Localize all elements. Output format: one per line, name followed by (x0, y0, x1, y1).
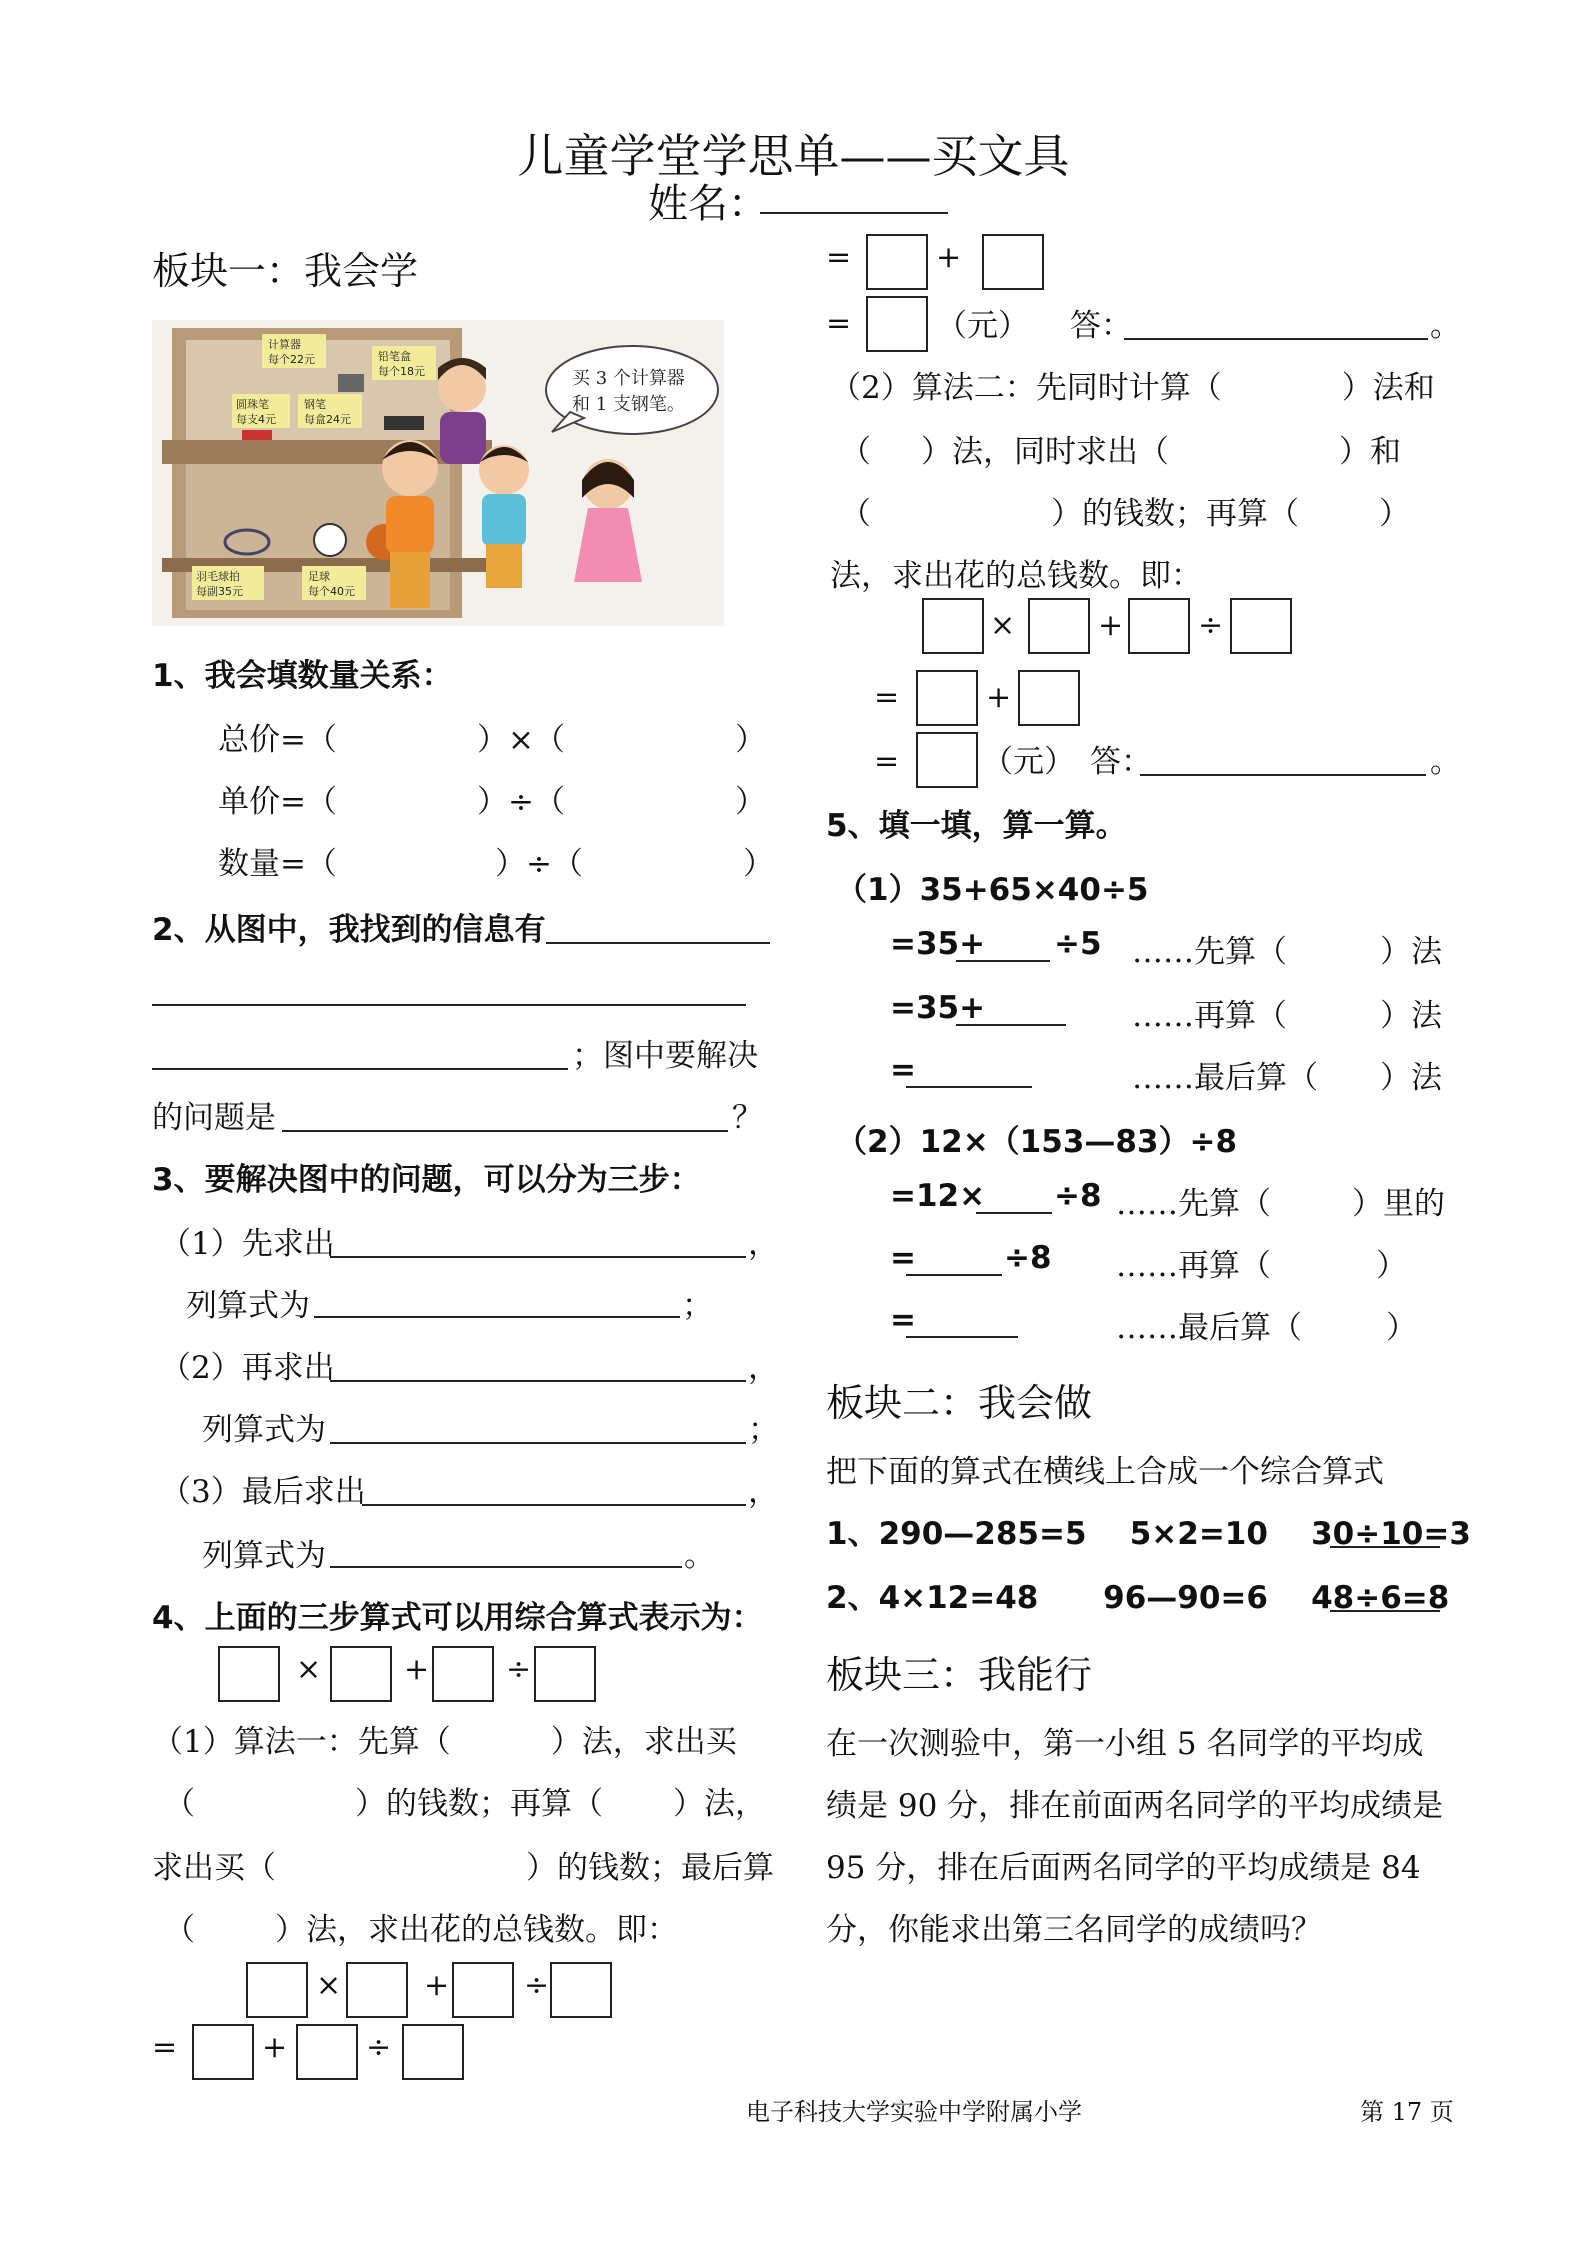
q5-p2-b-close: ） (1376, 1248, 1407, 1284)
m1-box-1[interactable] (246, 1962, 308, 2018)
q3-step2-formula-blank[interactable] (330, 1442, 746, 1444)
q4-m1-line2: （ ）的钱数；再算（ ）法， (164, 1786, 766, 1822)
q4-m1-line3: 求出买（ ）的钱数；最后算 (152, 1850, 774, 1886)
q5-p1: （1）35+65×40÷5 (836, 872, 1149, 908)
m1-box-5[interactable] (192, 2024, 254, 2080)
q5-p2-b: = (890, 1240, 916, 1276)
section3-line4: 分，你能求出第三名同学的成绩吗？ (826, 1912, 1322, 1948)
footer-school: 电子科技大学实验中学附属小学 (746, 2098, 1082, 2126)
m2-box-7[interactable] (916, 732, 978, 788)
m2-eq-1: = (874, 680, 900, 715)
m2-line1: （2）算法二：先同时计算（ ）法和 (830, 370, 1435, 406)
tag-racket-price: 每副35元 (196, 585, 243, 598)
q3-step2-comma: ， (748, 1350, 779, 1386)
m1c-plus: + (936, 240, 962, 275)
q5-p2-c-close: ） (1386, 1310, 1417, 1346)
m1-box-2[interactable] (346, 1962, 408, 2018)
m2-plus-2: + (986, 680, 1012, 715)
q2-blank-4[interactable] (282, 1130, 728, 1132)
section2-row1-blank[interactable] (1330, 1546, 1440, 1548)
page-title: 儿童学堂学思单——买文具 (517, 129, 1070, 183)
tag-football: 足球 (308, 570, 330, 583)
m2-plus: + (1098, 608, 1124, 643)
m1c-box-1[interactable] (866, 234, 928, 290)
section2-instr: 把下面的算式在横线上合成一个综合算式 (826, 1454, 1384, 1490)
q5-p1-a3: ……先算（ (1132, 934, 1287, 970)
q5-p2-a-blank[interactable] (976, 1212, 1052, 1214)
m1-div: ÷ (524, 1968, 550, 2003)
tag-ballpen-price: 每支4元 (236, 413, 276, 426)
q5-p1-a-blank[interactable] (956, 960, 1050, 962)
tag-calc-price: 每个22元 (268, 353, 315, 366)
q1-title: 1、我会填数量关系： (152, 658, 453, 694)
q5-p1-b: =35+ (890, 990, 986, 1026)
q5-p2: （2）12×（153—83）÷8 (836, 1124, 1238, 1160)
speech-line-1: 买 3 个计算器 (572, 368, 685, 389)
q2-blank-3[interactable] (152, 1068, 568, 1070)
m1c-answer-end: 。 (1430, 308, 1461, 344)
q3-step1: （1）先求出 (160, 1226, 335, 1262)
q4-title: 4、上面的三步算式可以用综合算式表示为： (152, 1600, 763, 1636)
m2-answer-end: 。 (1430, 744, 1461, 780)
tag-ballpen: 圆珠笔 (236, 398, 269, 411)
section1-title: 板块一：我会学 (152, 249, 419, 293)
shop-illustration (152, 320, 724, 626)
q3-step3-formula: 列算式为 (202, 1538, 326, 1574)
q2-tail: ；图中要解决 (572, 1038, 758, 1074)
q5-p1-c3: ……最后算（ (1132, 1060, 1318, 1096)
q5-p1-b-fa: ）法 (1380, 998, 1442, 1034)
tag-football-price: 每个40元 (308, 585, 355, 598)
q3-step3-blank[interactable] (362, 1504, 746, 1506)
m1c-eq-2: = (826, 306, 852, 341)
q4-box-2[interactable] (330, 1646, 392, 1702)
name-blank[interactable] (760, 212, 948, 214)
q5-title: 5、填一填，算一算。 (826, 808, 1127, 844)
m2-line3: （ ）的钱数；再算（ ） (840, 496, 1410, 532)
m1-div-2: ÷ (366, 2030, 392, 2065)
m2-answer-blank[interactable] (1140, 774, 1426, 776)
tag-pen-price: 每盒24元 (304, 413, 351, 426)
q5-p2-c: = (890, 1302, 916, 1338)
q3-step3: （3）最后求出 (160, 1474, 366, 1510)
q2-question-mark: ？ (732, 1100, 763, 1136)
m1-box-3[interactable] (452, 1962, 514, 2018)
q4-box-1[interactable] (218, 1646, 280, 1702)
m2-line2: （ ）法，同时求出（ ）和 (840, 434, 1401, 470)
q5-p2-a4: ）里的 (1352, 1186, 1445, 1222)
m2-box-5[interactable] (916, 670, 978, 726)
tag-pencilbox-price: 每个18元 (378, 365, 425, 378)
section2-row2: 2、4×12=48 96—90=6 48÷6=8 (826, 1580, 1450, 1616)
m1-box-6[interactable] (296, 2024, 358, 2080)
q5-p1-a2: ÷5 (1054, 926, 1102, 962)
q3-step1-formula: 列算式为 (186, 1288, 310, 1324)
q5-p1-c-blank[interactable] (906, 1086, 1032, 1088)
q2-problem: 的问题是 (152, 1100, 276, 1136)
q3-step2-semi: ； (748, 1412, 779, 1448)
q4-m1-line1: （1）算法一：先算（ ）法，求出买 (152, 1724, 737, 1760)
q5-p2-c3: ……最后算（ (1116, 1310, 1302, 1346)
m2-line4: 法，求出花的总钱数。即： (830, 558, 1202, 594)
m2-box-3[interactable] (1128, 598, 1190, 654)
q5-p2-a2: ÷8 (1054, 1178, 1102, 1214)
name-label: 姓名： (648, 181, 768, 227)
q1-line-qty: 数量=（ ）÷（ ） (218, 846, 774, 882)
section3-title: 板块三：我能行 (826, 1653, 1093, 1697)
q4-box-4[interactable] (534, 1646, 596, 1702)
m1-box-7[interactable] (402, 2024, 464, 2080)
speech-line-2: 和 1 支钢笔。 (572, 394, 685, 415)
q3-step1-comma: ， (748, 1226, 779, 1262)
m1c-yuan: （元） (936, 308, 1029, 344)
m1c-box-3[interactable] (866, 296, 928, 352)
m1-eq: = (152, 2030, 178, 2065)
q4-times: × (296, 1652, 322, 1687)
section3-line3: 95 分，排在后面两名同学的平均成绩是 84 (826, 1850, 1421, 1886)
q5-p1-a: =35+ (890, 926, 986, 962)
q3-step1-blank[interactable] (330, 1256, 746, 1258)
q4-m1-line4: （ ）法，求出花的总钱数。即： (164, 1912, 678, 1948)
m2-yuan: （元） (982, 744, 1075, 780)
section3-line2: 绩是 90 分，排在前面两名同学的平均成绩是 (826, 1788, 1444, 1824)
q5-p1-b-blank[interactable] (956, 1024, 1066, 1026)
q5-p1-c: = (890, 1052, 916, 1088)
q4-div: ÷ (506, 1652, 532, 1687)
m1-box-4[interactable] (550, 1962, 612, 2018)
q5-p2-a3: ……先算（ (1116, 1186, 1271, 1222)
q1-line-unit: 单价=（ ）÷（ ） (218, 784, 766, 820)
q3-step3-comma: ， (748, 1474, 779, 1510)
q5-p2-b3: ……再算（ (1116, 1248, 1271, 1284)
q5-p2-b-blank[interactable] (906, 1274, 1002, 1276)
section2-row2-blank[interactable] (1330, 1610, 1440, 1612)
q4-box-3[interactable] (432, 1646, 494, 1702)
q2-blank-1[interactable] (546, 942, 770, 944)
q3-step3-end: 。 (684, 1538, 715, 1574)
q3-step2-formula: 列算式为 (202, 1412, 326, 1448)
section2-row1: 1、290—285=5 5×2=10 30÷10=3 (826, 1516, 1471, 1552)
tag-racket: 羽毛球拍 (196, 570, 240, 583)
m2-box-4[interactable] (1230, 598, 1292, 654)
q3-title: 3、要解决图中的问题，可以分为三步： (152, 1162, 701, 1198)
m1-plus: + (424, 1968, 450, 2003)
m1c-answer: 答： (1070, 308, 1132, 344)
footer-page: 第 17 页 (1360, 2098, 1454, 2126)
q3-step1-semi: ； (682, 1288, 713, 1324)
m1-plus-2: + (262, 2030, 288, 2065)
q3-step2: （2）再求出 (160, 1350, 335, 1386)
q3-step2-blank[interactable] (330, 1380, 746, 1382)
tag-pencilbox: 铅笔盒 (378, 350, 411, 363)
m1c-eq-1: = (826, 240, 852, 275)
q3-step1-formula-blank[interactable] (314, 1316, 680, 1318)
m2-eq-2: = (874, 744, 900, 779)
m2-times: × (990, 608, 1016, 643)
m2-div: ÷ (1198, 608, 1224, 643)
section3-line1: 在一次测验中，第一小组 5 名同学的平均成 (826, 1726, 1424, 1762)
m1-times: × (316, 1968, 342, 2003)
m2-box-1[interactable] (922, 598, 984, 654)
tag-pen: 钢笔 (304, 398, 326, 411)
section2-title: 板块二：我会做 (826, 1381, 1093, 1425)
q5-p1-b3: ……再算（ (1132, 998, 1287, 1034)
q1-line-total: 总价=（ ）×（ ） (218, 722, 766, 758)
q5-p1-a-fa: ）法 (1380, 934, 1442, 970)
m1c-box-2[interactable] (982, 234, 1044, 290)
tag-calc: 计算器 (268, 338, 301, 351)
q3-step3-formula-blank[interactable] (330, 1566, 682, 1568)
q2-title: 2、从图中，我找到的信息有 (152, 912, 546, 948)
m2-box-6[interactable] (1018, 670, 1080, 726)
q2-blank-2[interactable] (152, 1004, 746, 1006)
m1c-answer-blank[interactable] (1124, 338, 1428, 340)
m2-answer: 答： (1090, 744, 1152, 780)
q5-p2-b2: ÷8 (1004, 1240, 1052, 1276)
q5-p1-c-fa: ）法 (1380, 1060, 1442, 1096)
q4-plus: + (404, 1652, 430, 1687)
q5-p2-c-blank[interactable] (906, 1336, 1018, 1338)
m2-box-2[interactable] (1028, 598, 1090, 654)
q5-p2-a: =12× (890, 1178, 986, 1214)
